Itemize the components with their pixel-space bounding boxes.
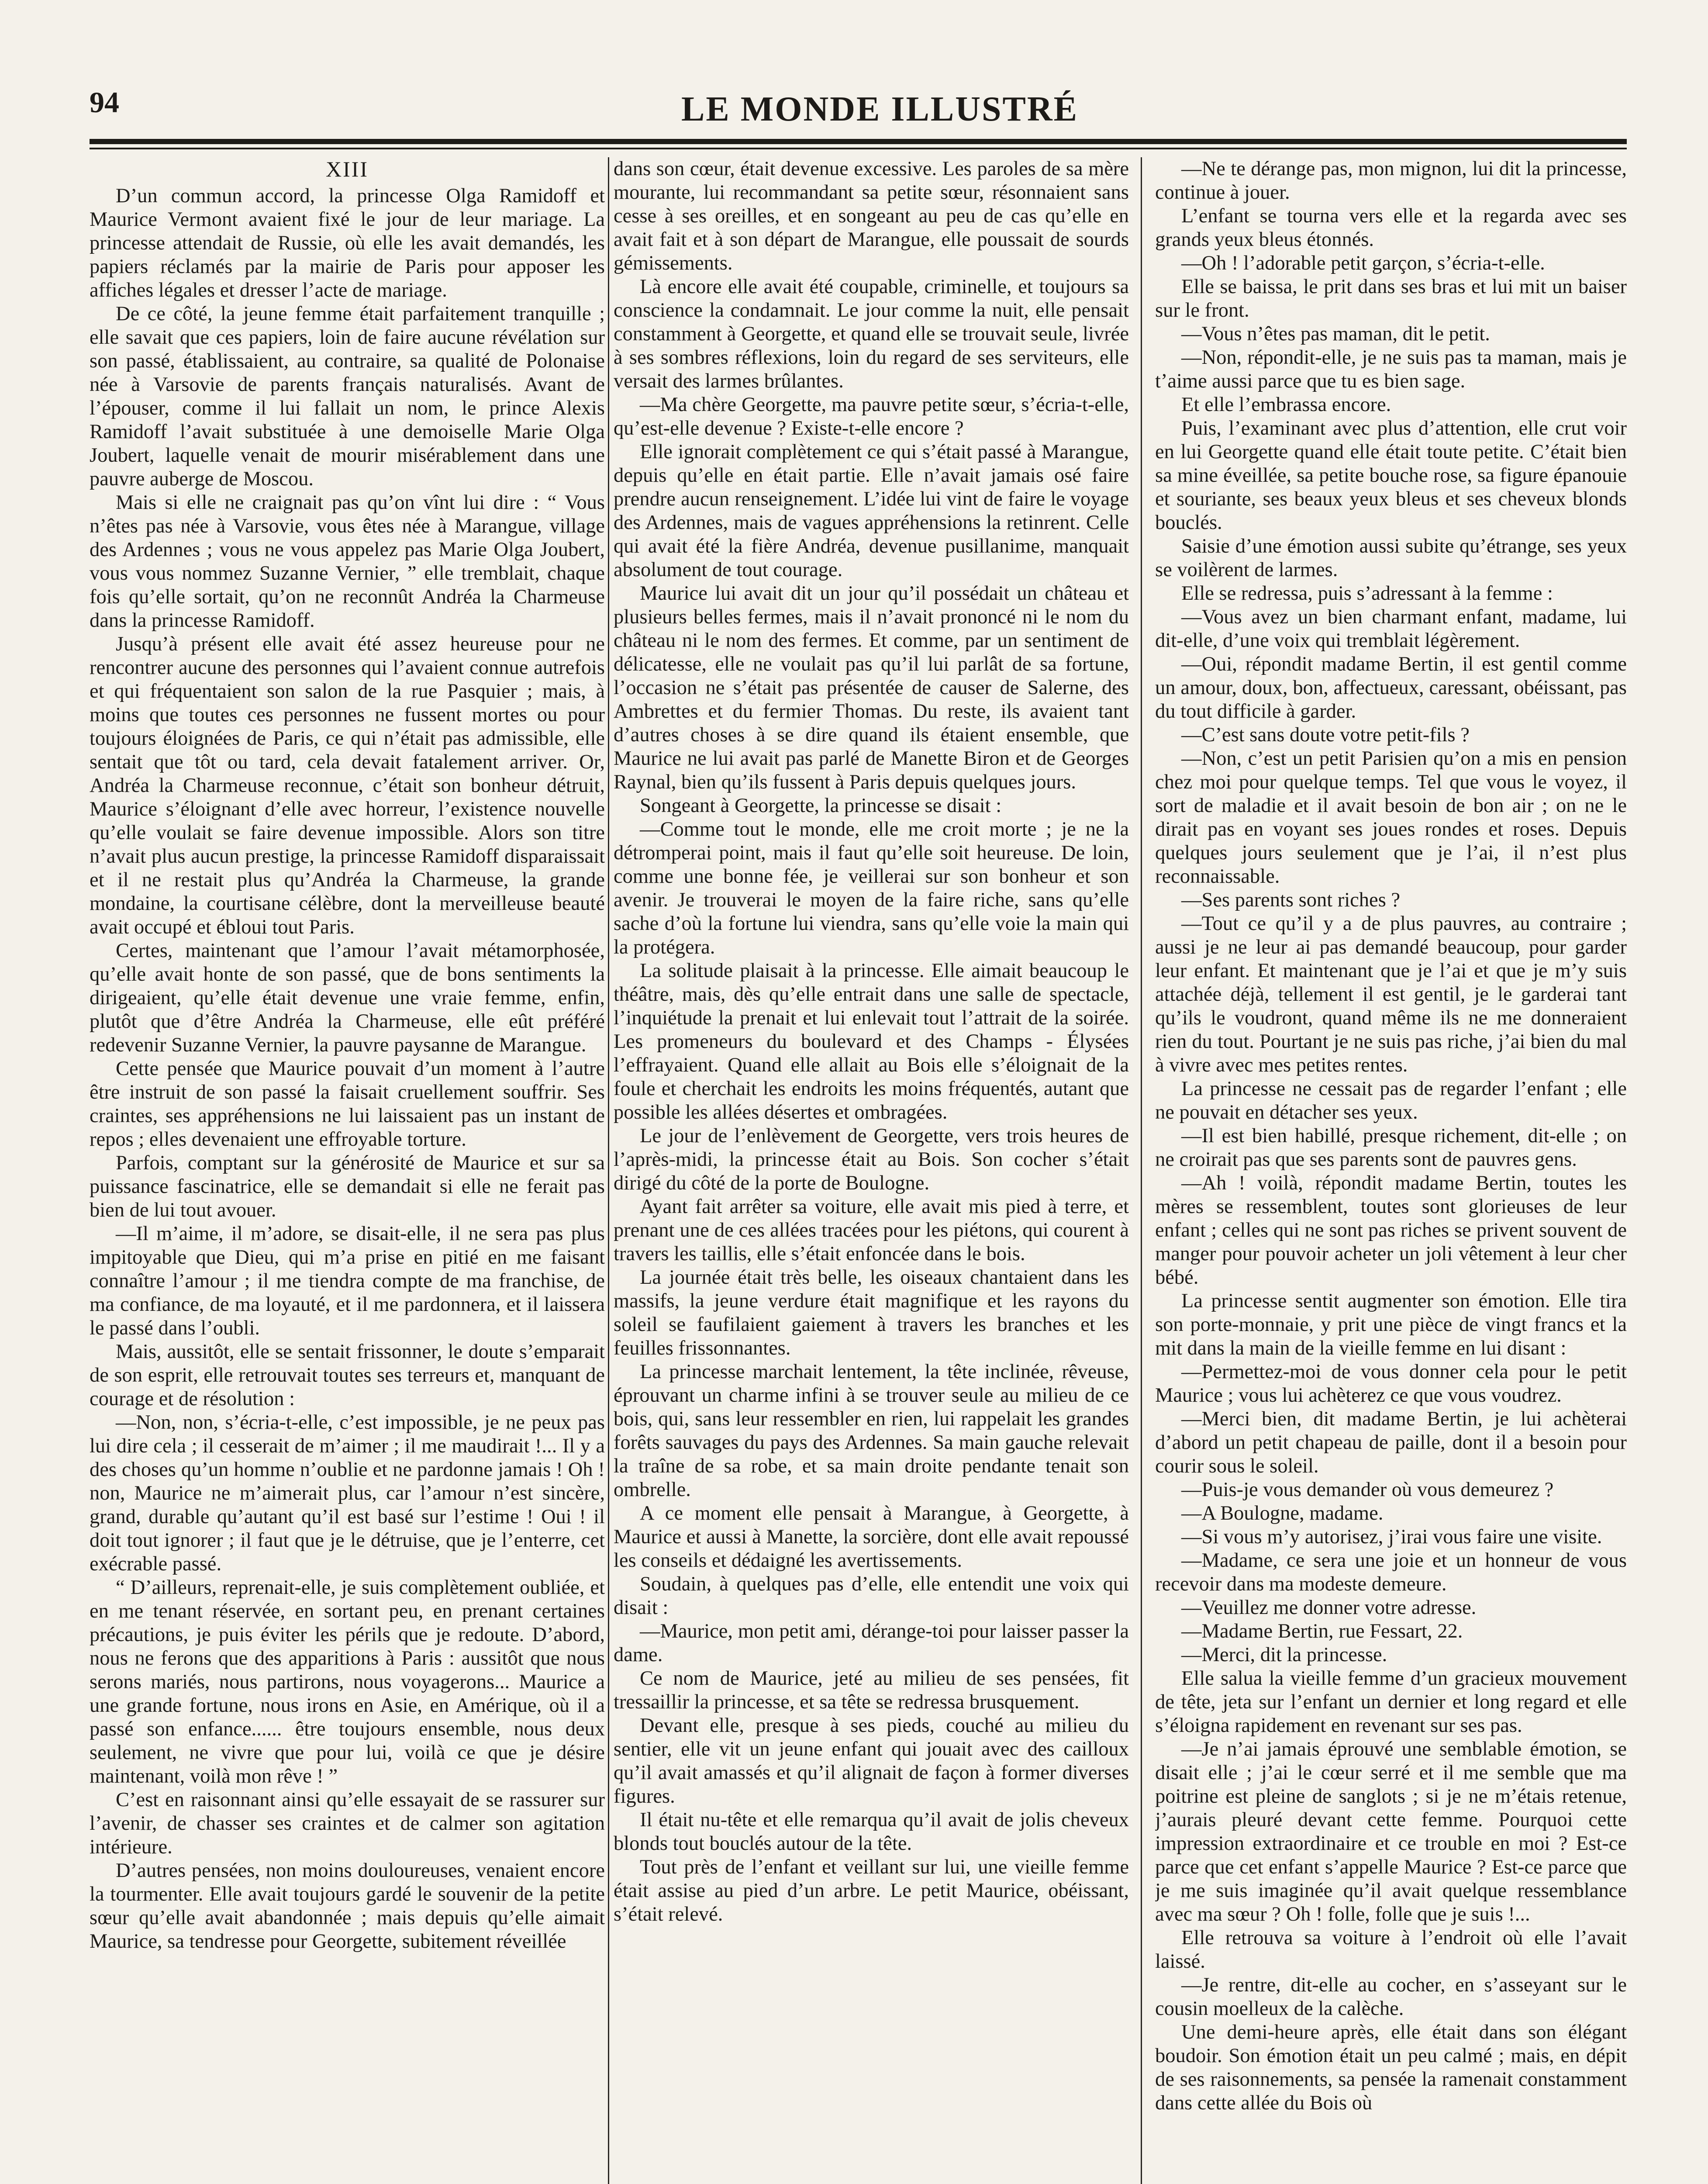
paragraph: A ce moment elle pensait à Marangue, à Georgette, à Maurice et aussi à Manette, la sorcière, dont elle avait repoussé les conseils et dédaigné les avertissements. [614,1502,1129,1572]
paragraph: —A Boulogne, madame. [1181,1502,1384,1524]
paragraph: —Il m’aime, il m’adore, se disait-elle, il ne sera pas plus impitoyable que Dieu, qui m’a prise en pitié en me faisant connaître l’amour ; il me tiendra compte de ma franchise, de ma confiance, de ma loyauté, et il me pardonnera, et il laissera le passé dans l’oubli. [90,1223,605,1339]
paragraph: —Ma chère Georgette, ma pauvre petite sœur, s’écria-t-elle, qu’est-elle devenue ? Existe-t-elle encore ? [614,394,1129,439]
paragraph: —Permettez-moi de vous donner cela pour le petit Maurice ; vous lui achèterez ce que vous voudrez. [1155,1361,1627,1406]
paragraph: Ayant fait arrêter sa voiture, elle avait mis pied à terre, et prenant une de ces allées tracées pour les piétons, qui courent à travers les taillis, elle s’était enfoncée dans le bois. [614,1196,1129,1265]
paragraph: —Vous n’êtes pas maman, dit le petit. [1181,323,1490,345]
paragraph: Là encore elle avait été coupable, criminelle, et toujours sa conscience la condamnait. Le jour comme la nuit, elle pensait constamment à Georgette, et quand elle se trouvait seule, livrée à ses sombres réflexions, loin du regard de ses serviteurs, elle versait des larmes brûlantes. [614,276,1129,392]
paragraph: Jusqu’à présent elle avait été assez heureuse pour ne rencontrer aucune des personnes qui l’avaient connue autrefois et qui fréquentaient son salon de la rue Pasquier ; mais, à moins que toutes ces personnes ne fussent mortes ou pour toujours éloignées de Paris, ce qui n’était pas admissible, elle sentait que tôt ou tard, cela devait fatalement arriver. Or, Andréa la Charmeuse reconnue, c’était son bonheur détruit, Maurice s’éloignant d’elle avec horreur, l’existence nouvelle qu’elle voulait se faire devenue impossible. Alors son titre n’avait plus aucun prestige, la princesse Ramidoff disparaissait et il ne restait plus qu’Andréa la Charmeuse, la grande mondaine, la courtisane célèbre, dont la merveilleuse beauté avait occupé et ébloui tout Paris. [90,633,605,938]
paragraph: La princesse sentit augmenter son émotion. Elle tira son porte-monnaie, y prit une pièce de vingt francs et la mit dans la main de la vieille femme en lui disant : [1155,1290,1627,1359]
text-column-2 [614,157,1129,2184]
masthead-title: LE MONDE ILLUSTRÉ [681,90,1078,128]
paragraph: —Non, non, s’écria-t-elle, c’est impossible, je ne peux pas lui dire cela ; il cesserait de m’aimer ; il me maudirait !... Il y a des choses qu’un homme n’oublie et ne pardonne jamais ! Oh ! non, Maurice ne m’aimerait plus, car l’amour n’est sincère, grand, durable qu’autant qu’il est basé sur l’estime ! Oui ! il doit tout ignorer ; il faut que je le détruise, que je l’enterre, cet exécrable passé. [90,1411,605,1575]
paragraph: —Non, c’est un petit Parisien qu’on a mis en pension chez moi pour quelque temps. Tel que vous le voyez, il sort de maladie et il avait besoin de bon air ; on ne le dirait pas en voyant ses joues rondes et roses. Depuis quelques jours seulement que je l’ai, il n’est plus reconnaissable. [1155,747,1627,888]
paragraph: Puis, l’examinant avec plus d’attention, elle crut voir en lui Georgette quand elle était toute petite. C’était bien sa mine éveillée, sa petite bouche rose, sa figure épanouie et souriante, ses beaux yeux bleus et ses cheveux blonds bouclés. [1155,417,1627,534]
paragraph: —Tout ce qu’il y a de plus pauvres, au contraire ; aussi je ne leur ai pas demandé beaucoup, pour garder leur enfant. Et maintenant que je l’ai et que je m’y suis attachée déjà, tellement il est gentil, je le garderai tant qu’ils le voudront, quand même ils ne me donneraient rien du tout. Pourtant je ne suis pas riche, j’ai bien du mal à vivre avec mes petites rentes. [1155,912,1627,1076]
paragraph: dans son cœur, était devenue excessive. Les paroles de sa mère mourante, lui recommandant sa petite sœur, résonnaient sans cesse à ses oreilles, et en songeant au peu de cas qu’elle en avait fait et à son départ de Marangue, elle poussait de sourds gémissements. [614,158,1129,274]
paragraph: —Merci, dit la princesse. [1181,1644,1387,1666]
paragraph: —Si vous m’y autorisez, j’irai vous faire une visite. [1181,1526,1602,1548]
paragraph: —C’est sans doute votre petit-fils ? [1181,724,1470,746]
paragraph: —Il est bien habillé, presque richement, dit-elle ; on ne croirait pas que ses parents sont de pauvres gens. [1155,1125,1627,1171]
paragraph: Une demi-heure après, elle était dans son élégant boudoir. Son émotion était un peu calmé ; mais, en dépit de ses raisonnements, sa pensée la ramenait constamment dans cette allée du Bois où [1155,2021,1627,2114]
paragraph: —Ne te dérange pas, mon mignon, lui dit la princesse, continue à jouer. [1155,158,1627,204]
paragraph: L’enfant se tourna vers elle et la regarda avec ses grands yeux bleus étonnés. [1155,205,1627,251]
paragraph: —Je rentre, dit-elle au cocher, en s’asseyant sur le cousin moelleux de la calèche. [1155,1974,1627,2020]
paragraph: Maurice lui avait dit un jour qu’il possédait un château et plusieurs belles fermes, mais il n’avait prononcé ni le nom du château ni le nom des fermes. Et comme, par un sentiment de délicatesse, elle ne voulait pas qu’il lui parlât de sa fortune, l’occasion ne s’était pas présentée de causer de Salerne, des Ambrettes et du fermier Thomas. Du reste, ils avaient tant d’autres choses à se dire quand ils étaient ensemble, que Maurice ne lui avait pas parlé de Manette Biron et de Georges Raynal, bien qu’ils fussent à Paris depuis quelques jours. [614,582,1129,793]
paragraph: D’autres pensées, non moins douloureuses, venaient encore la tourmenter. Elle avait toujours gardé le souvenir de la petite sœur qu’elle avait abandonnée ; mais depuis qu’elle aimait Maurice, sa tendresse pour Georgette, subitement réveillée [90,1859,605,1952]
paragraph: —Ses parents sont riches ? [1181,889,1401,911]
paragraph: —Maurice, mon petit ami, dérange-toi pour laisser passer la dame. [614,1620,1129,1666]
paragraph: Saisie d’une émotion aussi subite qu’étrange, ses yeux se voilèrent de larmes. [1155,535,1627,581]
paragraph: Mais si elle ne craignait pas qu’on vînt lui dire : “ Vous n’êtes pas née à Varsovie, vous êtes née à Marangue, village des Ardennes ; vous ne vous appelez pas Marie Olga Joubert, vous vous nommez Suzanne Vernier, ” elle tremblait, chaque fois qu’elle sortait, qu’on ne reconnût Andréa la Charmeuse dans la princesse Ramidoff. [90,491,605,632]
paragraph: Ce nom de Maurice, jeté au milieu de ses pensées, fit tressaillir la princesse, et sa tête se redressa brusquement. [614,1667,1129,1713]
column-3-body [1155,157,1627,2115]
header-rule-thick [90,139,1627,144]
paragraph: Mais, aussitôt, elle se sentait frissonner, le doute s’emparait de son esprit, elle retrouvait toutes ses terreurs et, manquant de courage et de résolution : [90,1341,605,1410]
paragraph: Elle salua la vieille femme d’un gracieux mouvement de tête, jeta sur l’enfant un dernier et long regard et elle s’éloigna rapidement en revenant sur ses pas. [1155,1667,1627,1737]
paragraph: D’un commun accord, la princesse Olga Ramidoff et Maurice Vermont avaient fixé le jour de leur mariage. La princesse attendait de Russie, où elle les avait demandés, les papiers réclamés par la mairie de Paris pour apposer les affiches légales et dresser l’acte de mariage. [90,185,605,301]
paragraph: Devant elle, presque à ses pieds, couché au milieu du sentier, elle vit un jeune enfant qui jouait avec des cailloux qu’il avait amassés et qu’il alignait de façon à former diverses figures. [614,1714,1129,1807]
paragraph: Et elle l’embrassa encore. [1181,394,1391,416]
paragraph: —Je n’ai jamais éprouvé une semblable émotion, se disait elle ; j’ai le cœur serré et il me semble que ma poitrine est pleine de sanglots ; si je ne m’étais retenue, j’aurais pleuré devant cette femme. Pourquoi cette impression extraordinaire et ce trouble en moi ? Est-ce parce que cet enfant s’appelle Maurice ? Est-ce parce que je me suis imaginée qu’il avait quelque ressemblance avec ma sœur ? Oh ! folle, folle que je suis !... [1155,1738,1627,1925]
column-1-body [90,184,605,1953]
column-2-body [614,157,1129,1926]
text-column-1 [90,157,605,2184]
text-column-3 [1155,157,1627,2184]
paragraph: —Veuillez me donner votre adresse. [1181,1597,1477,1619]
paragraph: Elle retrouva sa voiture à l’endroit où elle l’avait laissé. [1155,1927,1627,1973]
paragraph: De ce côté, la jeune femme était parfaitement tranquille ; elle savait que ces papiers, loin de faire aucune révélation sur son passé, établissaient, au contraire, sa qualité de Polonaise née à Varsovie de parents français naturalisés. Avant de l’épouser, comme il lui fallait un nom, le prince Alexis Ramidoff l’avait substituée à une demoiselle Marie Olga Joubert, laquelle venait de mourir misérablement dans une pauvre auberge de Moscou. [90,303,605,490]
column-divider-1 [608,157,609,2184]
paragraph: Il était nu-tête et elle remarqua qu’il avait de jolis cheveux blonds tout bouclés autour de la tête. [614,1809,1129,1855]
paragraph: La princesse marchait lentement, la tête inclinée, rêveuse, éprouvant un charme infini à se trouver seule au milieu de ce bois, qui, sans leur ressembler en rien, lui rappelait les grandes forêts sauvages du pays des Ardennes. Sa main gauche relevait la traîne de sa robe, et sa main droite pendante tenait son ombrelle. [614,1361,1129,1501]
paragraph: Elle se redressa, puis s’adressant à la femme : [1181,582,1553,605]
paragraph: —Vous avez un bien charmant enfant, madame, lui dit-elle, d’une voix qui tremblait légèrement. [1155,606,1627,652]
paragraph: —Madame, ce sera une joie et un honneur de vous recevoir dans ma modeste demeure. [1155,1549,1627,1595]
page-number: 94 [90,86,119,119]
paragraph: —Puis-je vous demander où vous demeurez ? [1181,1479,1554,1501]
paragraph: Elle ignorait complètement ce qui s’était passé à Marangue, depuis qu’elle en était partie. Elle n’avait jamais osé faire prendre aucun renseignement. L’idée lui vint de faire le voyage des Ardennes, mais de vagues appréhensions la retinrent. Celle qui avait été la fière Andréa, devenue pusillanime, manquait absolument de tout courage. [614,441,1129,581]
paragraph: Certes, maintenant que l’amour l’avait métamorphosée, qu’elle avait honte de son passé, que de bons sentiments la dirigeaient, qu’elle était devenue une vraie femme, enfin, plutôt que d’être Andréa la Charmeuse, elle eût préféré redevenir Suzanne Vernier, la pauvre paysanne de Marangue. [90,940,605,1056]
paragraph: Songeant à Georgette, la princesse se disait : [640,795,1002,817]
column-divider-2 [1141,157,1142,2184]
header-rule-thin [90,148,1627,149]
paragraph: La princesse ne cessait pas de regarder l’enfant ; elle ne pouvait en détacher ses yeux. [1155,1078,1627,1123]
paragraph: La solitude plaisait à la princesse. Elle aimait beaucoup le théâtre, mais, dès qu’elle entrait dans une salle de spectacle, l’inquiétude la prenait et lui enlevait tout l’attrait de la soirée. Les promeneurs du boulevard et des Champs - Élysées l’effrayaient. Quand elle allait au Bois elle s’éloignait de la foule et cherchait les endroits les moins fréquentés, autant que possible les allées désertes et ombragées. [614,960,1129,1123]
paragraph: —Comme tout le monde, elle me croit morte ; je ne la détromperai point, mais il faut qu’elle soit heureuse. De loin, comme une bonne fée, je veillerai sur son bonheur et son avenir. Je trouverai le moyen de la faire riche, sans qu’elle sache d’où la fortune lui viendra, sans qu’elle voie la main qui la protégera. [614,818,1129,958]
paragraph: La journée était très belle, les oiseaux chantaient dans les massifs, la jeune verdure était magnifique et les rayons du soleil se faufilaient gaiement à travers les branches et les feuilles frissonnantes. [614,1266,1129,1359]
paragraph: “ D’ailleurs, reprenait-elle, je suis complètement oubliée, et en me tenant réservée, en sortant peu, en prenant certaines précautions, je puis éviter les périls que je redoute. D’abord, nous ne ferons que des apparitions à Paris : aussitôt que nous serons mariés, nous partirons, nous voyagerons... Maurice a une grande fortune, nous irons en Asie, en Amérique, où il a passé son enfance...... être toujours ensemble, nous deux seulement, ne vivre que pour lui, voilà ce que je désire maintenant, voilà mon rêve ! ” [90,1576,605,1787]
paragraph: Tout près de l’enfant et veillant sur lui, une vieille femme était assise au pied d’un arbre. Le petit Maurice, obéissant, s’était relevé. [614,1856,1129,1925]
chapter-heading: XIII [325,157,369,181]
paragraph: —Madame Bertin, rue Fessart, 22. [1181,1620,1463,1642]
paragraph: C’est en raisonnant ainsi qu’elle essayait de se rassurer sur l’avenir, de chasser ses craintes et de calmer son agitation intérieure. [90,1789,605,1858]
paragraph: —Oui, répondit madame Bertin, il est gentil comme un amour, doux, bon, affectueux, caressant, obéissant, pas du tout difficile à garder. [1155,653,1627,722]
paragraph: —Merci bien, dit madame Bertin, je lui achèterai d’abord un petit chapeau de paille, dont il a besoin pour courir sous le soleil. [1155,1408,1627,1477]
paragraph: Elle se baissa, le prit dans ses bras et lui mit un baiser sur le front. [1155,276,1627,321]
paragraph: —Ah ! voilà, répondit madame Bertin, toutes les mères se ressemblent, toutes sont glorieuses de leur enfant ; celles qui ne sont pas riches se privent souvent de manger pour pouvoir acheter un joli vêtement à leur cher bébé. [1155,1172,1627,1289]
paragraph: Le jour de l’enlèvement de Georgette, vers trois heures de l’après-midi, la princesse était au Bois. Son cocher s’était dirigé du côté de la porte de Boulogne. [614,1125,1129,1194]
paragraph: —Oh ! l’adorable petit garçon, s’écria-t-elle. [1181,252,1545,274]
paragraph: Parfois, comptant sur la générosité de Maurice et sur sa puissance fascinatrice, elle se demandait si elle ne ferait pas bien de lui tout avouer. [90,1152,605,1221]
paragraph: —Non, répondit-elle, je ne suis pas ta maman, mais je t’aime aussi parce que tu es bien sage. [1155,346,1627,392]
paragraph: Soudain, à quelques pas d’elle, elle entendit une voix qui disait : [614,1573,1129,1619]
paragraph: Cette pensée que Maurice pouvait d’un moment à l’autre être instruit de son passé la faisait cruellement souffrir. Ses craintes, ses appréhensions ne lui laissaient pas un instant de repos ; elles devenaient une effroyable torture. [90,1057,605,1151]
